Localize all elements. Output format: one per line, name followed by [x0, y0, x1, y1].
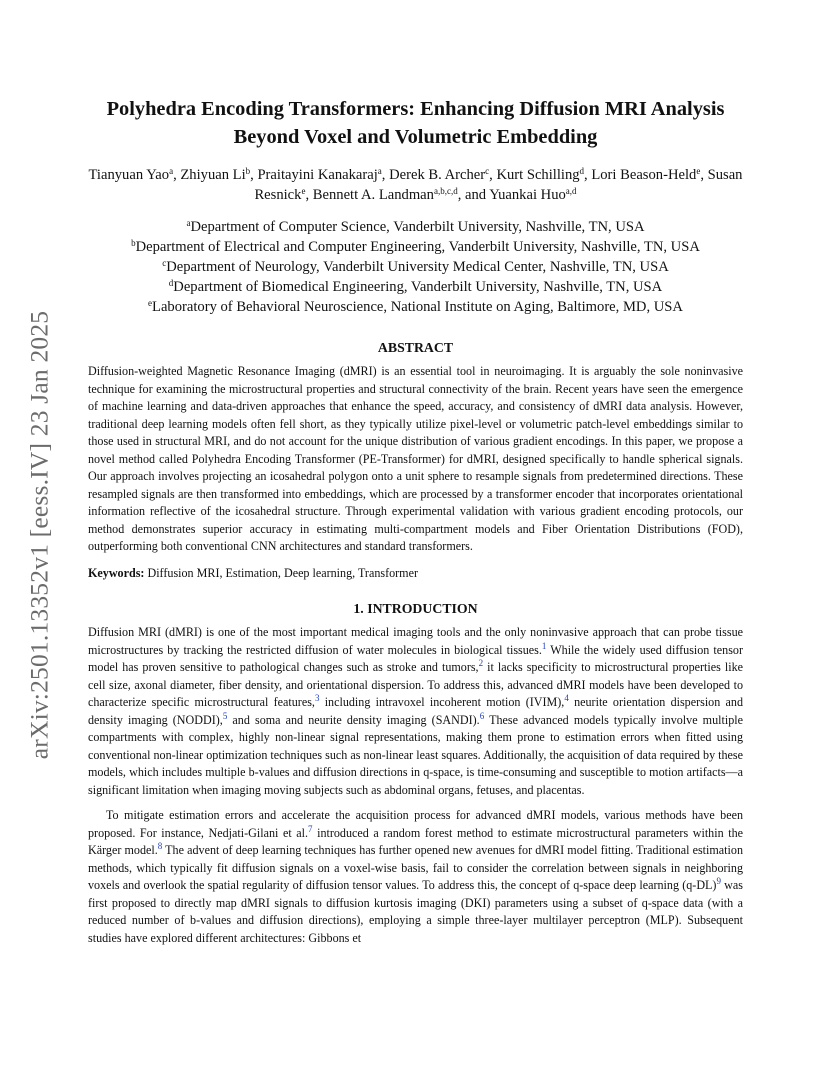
affiliation-text: Laboratory of Behavioral Neuroscience, National Institute on Aging, Baltimore, MD, USA	[152, 299, 683, 315]
paper-title-line-2: Beyond Voxel and Volumetric Embedding	[233, 126, 598, 148]
abstract-heading: ABSTRACT	[377, 340, 454, 355]
paragraph-text: While the widely used diffusion tensor model has proven sensitive to pathological changes such as stroke and tumors,	[88, 642, 743, 674]
author-affiliation-mark: b	[245, 166, 251, 176]
author-affiliation-mark: c	[485, 166, 490, 176]
author-affiliation-mark: a	[377, 166, 382, 176]
affiliation-text: Department of Neurology, Vanderbilt University Medical Center, Nashville, TN, USA	[166, 259, 669, 275]
paragraph-text: it lacks specificity to microstructural properties like cell size, axonal diameter, fiber density, and orientational dispersion. To address this, advanced dMRI models have been developed to characterize specific microstructural features,	[88, 660, 743, 709]
author-separator: ,	[250, 167, 258, 183]
citation-link[interactable]: 9	[716, 876, 721, 886]
paper-title-line-1: Polyhedra Encoding Transformers: Enhancing Diffusion MRI Analysis	[106, 98, 725, 120]
introduction-paragraph-2	[88, 807, 743, 947]
author-separator: ,	[173, 167, 181, 183]
author-affiliation-mark: d	[579, 166, 585, 176]
author-name: Derek B. Archer	[389, 167, 486, 183]
paragraph-text: Diffusion MRI (dMRI) is one of the most important medical imaging tools and the only noninvasive approach that can probe tissue microstructures by tracking the restricted diffusion of water molecules in biological tissues.	[88, 625, 743, 657]
paragraph-text: introduced a random forest method to estimate microstructural parameters within the Kärger model.	[88, 825, 743, 857]
arxiv-identifier: arXiv:2501.13352v1 [eess.IV] 23 Jan 2025	[24, 310, 54, 760]
author-name: Susan Resnick	[254, 167, 743, 203]
author-name: Lori Beason-Held	[591, 167, 697, 183]
paragraph-text: and soma and neurite density imaging (SANDI).	[227, 712, 480, 727]
affiliation-line	[88, 217, 743, 237]
paragraph-text: To mitigate estimation errors and accelerate the acquisition process for advanced dMRI models, various methods have been proposed. For instance, Nedjati-Gilani et al.	[88, 808, 743, 840]
arxiv-sidebar-stamp	[14, 290, 64, 780]
affiliation-line	[88, 297, 743, 317]
citation-link[interactable]: 5	[222, 710, 228, 721]
keywords	[88, 565, 743, 583]
author-name: Zhiyuan Li	[180, 167, 246, 183]
affiliation-line	[88, 257, 743, 277]
citation-link[interactable]: 1	[541, 640, 547, 651]
keywords-text: Diffusion MRI, Estimation, Deep learning, Transformer	[144, 565, 418, 580]
affiliation-line	[88, 237, 743, 257]
paragraph-text: neurite orientation dispersion and density imaging (NODDI),	[88, 695, 743, 727]
author-separator: , and	[457, 187, 490, 203]
paragraph-text: including intravoxel incoherent motion (IVIM),	[319, 695, 565, 709]
author-separator: ,	[700, 167, 708, 183]
citation-link[interactable]: 7	[308, 823, 313, 834]
affiliation-mark: a	[186, 218, 191, 228]
author-separator: ,	[305, 187, 313, 203]
citation-link[interactable]: 6	[479, 710, 485, 721]
paragraph-text: The advent of deep learning techniques has further opened new avenues for dMRI model fitting. Traditional estimation methods, which typically fit diffusion signals on a voxel-wise basis, fail to consider the correlation between signals in neighboring voxels and overlook the spatial regularity of diffusion tensor values. To address this, the concept of q-space deep learning (q-DL)	[88, 843, 743, 892]
paper-title	[88, 95, 743, 151]
author-affiliation-mark: a,b,c,d	[433, 186, 458, 196]
author-affiliation-mark: e	[301, 186, 306, 196]
author-list	[88, 165, 743, 205]
paragraph-text: was first proposed to directly map dMRI signals to diffusion kurtosis imaging (DKI) parameters using a subset of q-space data (with a reduced number of b-values and diffusion directions), employing a simple three-layer multilayer perceptron (MLP). Subsequent studies have explored different architectures: Gibbons et	[88, 878, 743, 945]
paper-first-page	[88, 95, 743, 947]
author-name: Yuankai Huo	[489, 187, 566, 203]
author-separator: ,	[381, 167, 390, 183]
affiliation-line	[88, 277, 743, 297]
affiliation-text: Department of Electrical and Computer Engineering, Vanderbilt University, Nashville, TN, USA	[135, 239, 700, 255]
author-name: Praitayini Kanakaraj	[257, 167, 378, 183]
author-separator: ,	[489, 167, 497, 183]
citation-link[interactable]: 3	[314, 693, 320, 703]
affiliation-mark: e	[148, 298, 153, 308]
author-affiliation-mark: e	[696, 166, 701, 176]
citation-link[interactable]: 4	[564, 693, 569, 703]
author-affiliation-mark: a,d	[565, 186, 577, 196]
author-name: Bennett A. Landman	[312, 187, 434, 203]
affiliation-mark: d	[168, 278, 174, 288]
author-separator: ,	[584, 167, 592, 183]
affiliation-text: Department of Biomedical Engineering, Vanderbilt University, Nashville, TN, USA	[173, 279, 663, 295]
introduction-paragraph-1	[88, 624, 743, 799]
citation-link[interactable]: 8	[157, 841, 163, 851]
affiliation-list	[88, 217, 743, 317]
keywords-label: Keywords:	[88, 565, 145, 580]
affiliation-mark: b	[131, 238, 136, 248]
author-name: Kurt Schilling	[496, 167, 580, 183]
abstract-text: Diffusion-weighted Magnetic Resonance Imaging (dMRI) is an essential tool in neuroimaging. It is arguably the sole noninvasive technique for examining the microstructural properties and structural connectivity of the brain. Recent years have seen the emergence of machine learning and data-driven approaches that enhance the speed, accuracy, and consistency of dMRI data analysis. However, traditional deep learning models often fell short, as they typically utilize pixel-level or volumetric patch-level embeddings similar to those used in structural MRI, and do not account for the unique distribution of various gradient encodings. In this paper, we propose a novel method called Polyhedra Encoding Transformer (PE-Transformer) for dMRI, designed specifically to handle spherical signals. Our approach involves projecting an icosahedral polygon onto a unit sphere to resample signals from predetermined directions. These resampled signals are then transformed into embeddings, which are processed by a transformer encoder that incorporates orientational information reflective of the icosahedral structure. Through experimental validation with various gradient encoding protocols, our method demonstrates superior accuracy in estimating multi-compartment models and Fiber Orientation Distributions (FOD), outperforming both conventional CNN architectures and standard transformers.	[88, 364, 743, 553]
affiliation-text: Department of Computer Science, Vanderbilt University, Nashville, TN, USA	[190, 219, 645, 235]
author-name: Tianyuan Yao	[88, 167, 170, 183]
citation-link[interactable]: 2	[478, 658, 484, 668]
affiliation-mark: c	[162, 258, 167, 268]
author-affiliation-mark: a	[169, 166, 174, 176]
paragraph-text: These advanced models typically involve multiple compartments with complex, highly non-linear signal representations, making them prone to estimation errors when fitted using conventional non-linear optimization techniques such as non-linear least squares. Additionally, the acquisition of data required by these models, which includes multiple b-values and diffusion directions in q-space, is time-consuming and susceptible to motion artifacts—a significant limitation when imaging moving subjects such as abdominal organs, fetuses, and placentas.	[88, 712, 743, 797]
introduction-heading: 1. INTRODUCTION	[353, 601, 478, 616]
